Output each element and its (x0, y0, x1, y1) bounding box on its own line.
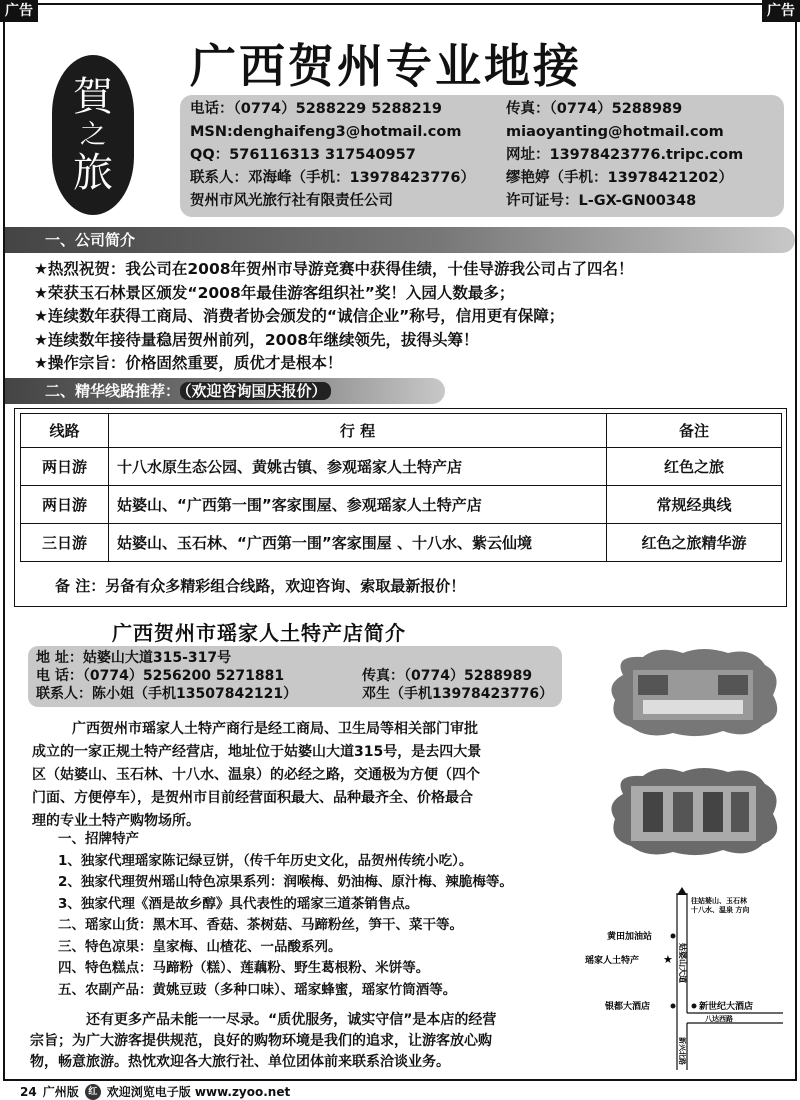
map-direction-top: 往姑婆山、玉石林 (691, 897, 747, 905)
company-logo (52, 55, 134, 215)
routes-table-box (14, 408, 787, 607)
shop-contact-2: 邓生（手机13978423776） (362, 686, 554, 702)
desc-line: 门面、方便停车），是贺州市目前经营面积最大、品种最齐全、价格最合 (32, 790, 473, 806)
table-row (21, 486, 782, 524)
routes-note: 备 注：另备有众多精彩组合线路，欢迎咨询、索取最新报价！ (55, 577, 466, 595)
column-header-itinerary: 行 程 (109, 414, 607, 448)
map-hotel-right: 新世纪大酒店 (699, 1002, 754, 1012)
feature-line: 四、特色糕点：马蹄粉（糕）、莲藕粉、野生葛根粉、米饼等。 (58, 960, 430, 976)
feature-line: 3、独家代理《酒是故乡醇》具代表性的瑶家三道茶销售点。 (58, 895, 419, 912)
route-cell: 两日游 (21, 448, 109, 486)
intro-item: ★荣获玉石林景区颁发“2008年最佳游客组织社”奖！入园人数最多； (34, 283, 515, 302)
logo-char-2: 之 (79, 120, 106, 150)
shop-features (58, 829, 618, 1001)
contact-qq: QQ：576116313 317540957 (190, 147, 416, 163)
map-road-xinxing-label: 新兴北路 (678, 1037, 686, 1065)
edition-badge-icon: 红 (85, 1084, 101, 1100)
section-company-intro-header: 一、公司简介 (5, 227, 795, 253)
desc-line: 理的专业土特产购物场所。 (32, 813, 200, 829)
map-marker-icon (671, 934, 676, 939)
company-intro-list (34, 258, 794, 376)
desc-line: 广西贺州市瑶家人土特产商行是经工商局、卫生局等相关部门审批 (72, 721, 478, 737)
map-road-badalu-label: 八达西路 (705, 1015, 733, 1023)
intro-item: ★连续数年接待量稳居贺州前列，2008年继续领先，拔得头筹！ (34, 330, 479, 349)
map-hotel-left: 银都大酒店 (605, 1002, 651, 1012)
page-footer (20, 1083, 290, 1100)
section-routes-title: 二、精华线路推荐： (45, 382, 181, 400)
route-cell: 两日游 (21, 486, 109, 524)
feature-line: 2、独家代理贺州瑶山特色凉果系列：润喉梅、奶油梅、原汁梅、辣脆梅等。 (58, 874, 513, 890)
routes-table (20, 413, 782, 562)
closing-line: 还有更多产品未能一一尽录。“质优服务，诚实守信”是本店的经营 (86, 1012, 497, 1028)
note-cell: 红色之旅 (607, 448, 782, 486)
closing-line: 宗旨；为广大游客提供规范，良好的购物环境是我们的追求，让游客放心购 (30, 1033, 492, 1049)
section-routes-highlight: （欢迎咨询国庆报价） (180, 382, 331, 400)
shop-description (32, 718, 582, 833)
desc-line: 成立的一家正规土特产经营店，地址位于姑婆山大道315号，是去四大景 (32, 744, 482, 760)
edition-label: 广州版 (42, 1085, 79, 1099)
feature-line: 一、招牌特产 (58, 831, 139, 847)
feature-line: 五、农副产品：黄姚豆豉（多种口味）、瑶家蜂蜜，瑶家竹筒酒等。 (58, 981, 457, 998)
shop-photo-2 (603, 764, 783, 859)
contact-email[interactable]: miaoyanting@hotmail.com (506, 124, 724, 140)
contact-msn[interactable]: MSN:denghaifeng3@hotmail.com (190, 124, 462, 140)
location-map (585, 885, 785, 1070)
footer-website[interactable]: 欢迎浏览电子版 www.zyoo.net (106, 1085, 291, 1099)
table-header-row (21, 414, 782, 448)
map-marker-icon (692, 1004, 697, 1009)
itinerary-cell: 姑婆山、“广西第一围”客家围屋、参观瑶家人土特产店 (109, 486, 607, 524)
shop-phone: 电 话：（0774）5256200 5271881 (36, 668, 285, 684)
shop-title: 广西贺州市瑶家人土特产店简介 (112, 621, 406, 645)
shop-contact-box (28, 646, 562, 707)
contact-box (180, 95, 784, 217)
feature-line: 二、瑶家山货：黑木耳、香菇、茶树菇、马蹄粉丝，笋干、菜干等。 (58, 917, 463, 933)
closing-line: 物，畅意旅游。热忱欢迎各大旅行社、单位团体前来联系洽谈业务。 (30, 1054, 450, 1070)
table-row (21, 448, 782, 486)
shop-photo-1 (603, 645, 783, 740)
feature-line: 1、独家代理瑶家陈记绿豆饼，（传千年历史文化，品贺州传统小吃）。 (58, 852, 473, 869)
ad-tag-left: 广告 (0, 0, 38, 22)
intro-item: ★热烈祝贺：我公司在2008年贺州市导游竞赛中获得佳绩，十佳导游我公司占了四名！ (34, 260, 634, 278)
logo-char-1: 賀 (73, 74, 113, 120)
contact-fax: 传真：（0774）5288989 (506, 101, 683, 117)
desc-line: 区（姑婆山、玉石林、十八水、温泉）的必经之路，交通极为方便（四个 (32, 767, 480, 783)
logo-char-3: 旅 (73, 150, 113, 196)
feature-line: 三、特色凉果：皇家梅、山楂花、一品酸系列。 (58, 938, 342, 955)
table-row (21, 524, 782, 562)
shop-contact-1: 联系人：陈小姐（手机13507842121） (36, 686, 298, 702)
shop-closing (30, 1010, 610, 1073)
map-direction-top2: 十八水、温泉 方向 (691, 906, 750, 914)
note-cell: 常规经典线 (607, 486, 782, 524)
map-arrow-icon (677, 887, 687, 895)
page-title: 广西贺州专业地接 (190, 39, 582, 93)
itinerary-cell: 十八水原生态公园、黄姚古镇、参观瑶家人土特产店 (109, 448, 607, 486)
intro-item: ★连续数年获得工商局、消费者协会颁发的“诚信企业”称号，信用更有保障； (34, 307, 565, 325)
itinerary-cell: 姑婆山、玉石林、“广西第一围”客家围屋 、十八水、紫云仙境 (109, 524, 607, 562)
ad-tag-right: 广告 (762, 0, 800, 22)
contact-phone: 电话：（0774）5288229 5288219 (190, 101, 442, 117)
column-header-route: 线路 (21, 414, 109, 448)
shop-fax: 传真：（0774）5288989 (362, 668, 533, 684)
shop-address: 地 址：姑婆山大道315-317号 (36, 650, 232, 666)
map-shop-label: 瑶家人土特产 (585, 956, 640, 966)
page-number: 24 (20, 1084, 37, 1099)
contact-person-2: 缪艳婷（手机：13978421202） (506, 170, 733, 186)
license-number: 许可证号：L-GX-GN00348 (506, 193, 697, 209)
contact-person-1: 联系人：邓海峰（手机：13978423776） (190, 170, 475, 186)
map-star-icon: ★ (663, 953, 673, 966)
section-routes-header (5, 378, 445, 404)
map-marker-icon (671, 1004, 676, 1009)
map-road-main-label: 姑婆山大道 (678, 943, 687, 983)
company-name: 贺州市风光旅行社有限责任公司 (190, 193, 393, 209)
route-cell: 三日游 (21, 524, 109, 562)
intro-item: ★操作宗旨：价格固然重要，质优才是根本！ (34, 354, 343, 372)
map-gas-station: 黄田加油站 (607, 932, 653, 942)
contact-website[interactable]: 网址：13978423776.tripc.com (506, 147, 744, 163)
column-header-note: 备注 (607, 414, 782, 448)
note-cell: 红色之旅精华游 (607, 524, 782, 562)
